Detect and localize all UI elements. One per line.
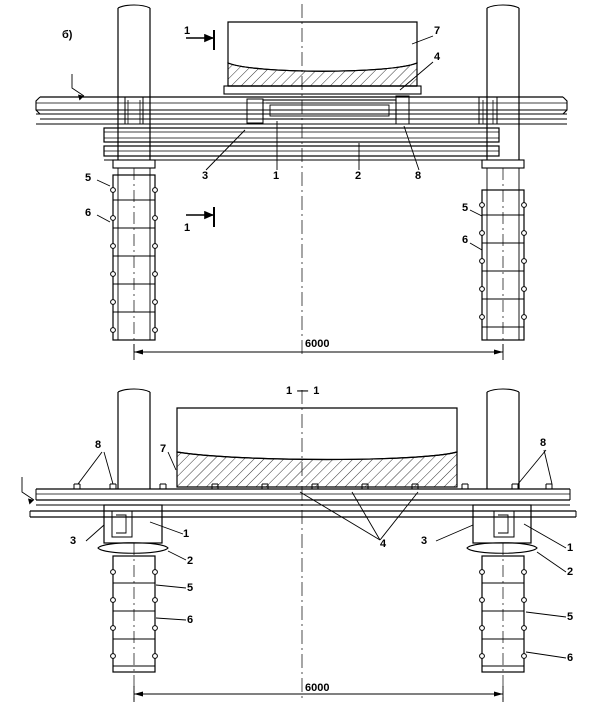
section-title-1-1: 1 — 1 (286, 385, 321, 397)
callout-top-4: 4 (434, 51, 441, 63)
callout-top-2: 2 (355, 170, 362, 182)
callout-bottom-1-left: 1 (183, 528, 190, 540)
callout-bottom-3-right: 3 (421, 535, 428, 547)
figure-part-label: б) (62, 29, 73, 41)
bottom-view-geometry (22, 389, 576, 702)
callout-bottom-5-right: 5 (567, 611, 574, 623)
callout-top-5-right: 5 (462, 202, 469, 214)
section-mark-upper-label: 1 (184, 25, 191, 37)
callout-bottom-8-left: 8 (95, 439, 102, 451)
callout-top-6-right: 6 (462, 234, 469, 246)
callout-top-7: 7 (434, 25, 441, 37)
callout-bottom-2-left: 2 (187, 555, 194, 567)
callout-top-3: 3 (202, 170, 209, 182)
callout-bottom-2-right: 2 (567, 566, 574, 578)
callout-bottom-5-left: 5 (187, 582, 194, 594)
dimension-top-6000: 6000 (305, 338, 330, 350)
callout-top-8: 8 (415, 170, 422, 182)
callout-bottom-1-right: 1 (567, 542, 574, 554)
top-view-geometry (36, 4, 567, 360)
callout-bottom-8-right: 8 (540, 437, 547, 449)
callout-bottom-4: 4 (380, 538, 387, 550)
callout-top-6-left: 6 (85, 207, 92, 219)
callout-bottom-6-right: 6 (567, 652, 574, 664)
callout-top-5-left: 5 (85, 172, 92, 184)
dimension-bottom-6000: 6000 (305, 682, 330, 694)
callout-bottom-6-left: 6 (187, 614, 194, 626)
callout-bottom-7: 7 (160, 443, 167, 455)
callout-top-1: 1 (273, 170, 280, 182)
callout-bottom-3-left: 3 (70, 535, 77, 547)
section-mark-lower-label: 1 (184, 222, 191, 234)
